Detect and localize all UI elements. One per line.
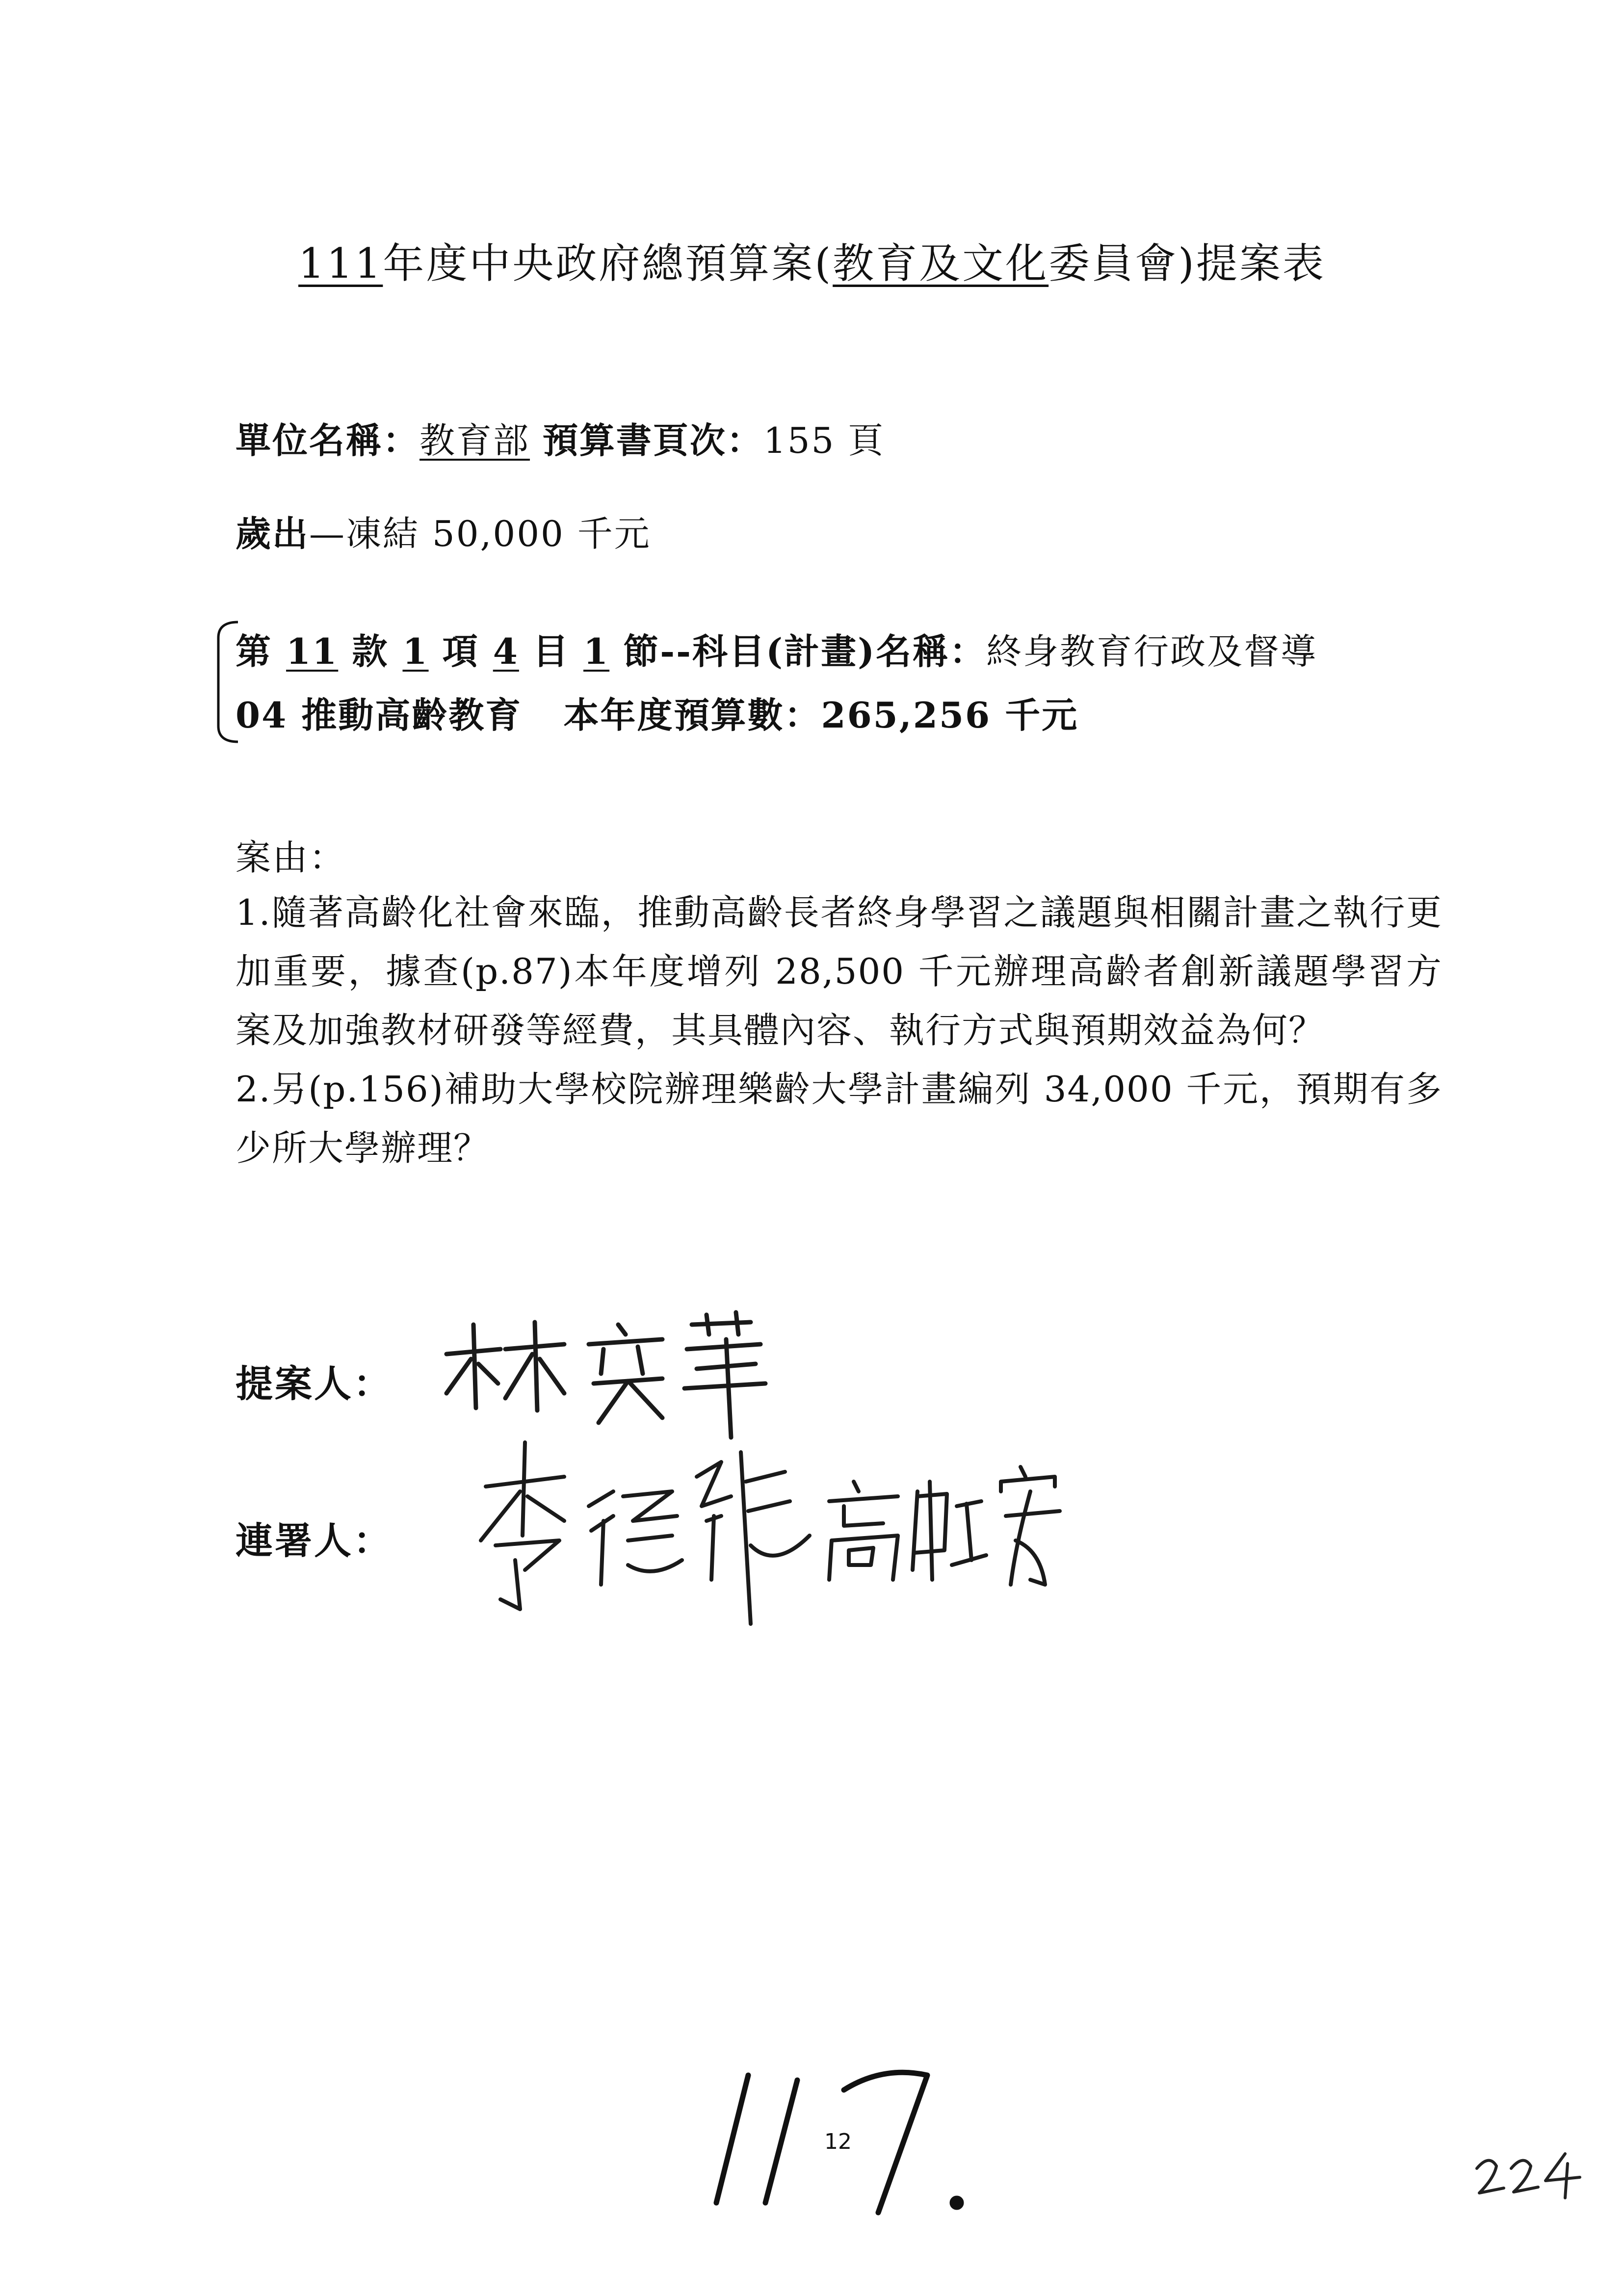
subject-mu: 4: [493, 630, 519, 672]
budget-amount-value: 265,256 千元: [821, 694, 1079, 736]
subject-xiang: 1: [402, 630, 429, 672]
proposer-signature: [432, 1295, 824, 1442]
unit-name: 教育部: [419, 420, 530, 461]
subject-line-1: [236, 623, 1317, 674]
budget-amount-label: 本年度預算數：: [563, 694, 821, 736]
expenditure-row: [236, 505, 651, 556]
subject-kuan: 11: [286, 630, 339, 672]
expenditure-text: —凍結 50,000 千元: [309, 513, 651, 554]
expenditure-label: 歲出: [236, 513, 310, 554]
unit-row: [236, 412, 885, 463]
subject-jie-label: 節: [623, 630, 660, 672]
subject-kuan-label: 款: [352, 630, 389, 672]
page-number: 12: [824, 2129, 852, 2154]
cosigner-signatures: [466, 1423, 1079, 1629]
title-text-1: 年度中央政府總預算案(: [383, 239, 833, 287]
handwritten-number: [702, 2056, 1006, 2222]
reason-body: [236, 883, 1442, 1177]
title-text-2: 委員會)提案表: [1048, 239, 1326, 287]
subject-jie: 1: [583, 630, 610, 672]
title-year: 111: [298, 239, 383, 287]
cosigner-label: 連署人：: [236, 1519, 393, 1563]
subject-xiang-label: 項: [442, 630, 479, 672]
corner-number: [1467, 2139, 1585, 2213]
proposer-label: 提案人：: [236, 1362, 393, 1406]
unit-label: 單位名稱：: [236, 419, 420, 461]
budget-page-label: 預算書頁次：: [542, 419, 763, 461]
reason-label: 案由：: [236, 837, 346, 878]
reason-item-2: 2.另(p.156)補助大學校院辦理樂齡大學計畫編列 34,000 千元，預期有多少所大學辦理？: [236, 1069, 1442, 1169]
reason-item-1: 1.隨著高齡化社會來臨，推動高齡長者終身學習之議題與相關計畫之執行更加重要，據查(p.87)本年度增列 28,500 千元辦理高齡者創新議題學習方案及加強教材研發等經費，其具體內容、執行方式與預期效益為何？: [236, 892, 1442, 1051]
budget-page-value: 155 頁: [763, 420, 885, 461]
subject-name: 終身教育行政及督導: [986, 631, 1318, 672]
program-name: 04 推動高齡教育: [236, 694, 523, 736]
subject-line-2: [236, 687, 1078, 738]
subject-name-label: --科目(計畫)名稱：: [660, 630, 987, 672]
subject-mu-label: 目: [532, 630, 570, 672]
document-title: [0, 231, 1624, 290]
title-committee: 教育及文化: [833, 239, 1049, 287]
subject-prefix: 第: [236, 630, 273, 672]
